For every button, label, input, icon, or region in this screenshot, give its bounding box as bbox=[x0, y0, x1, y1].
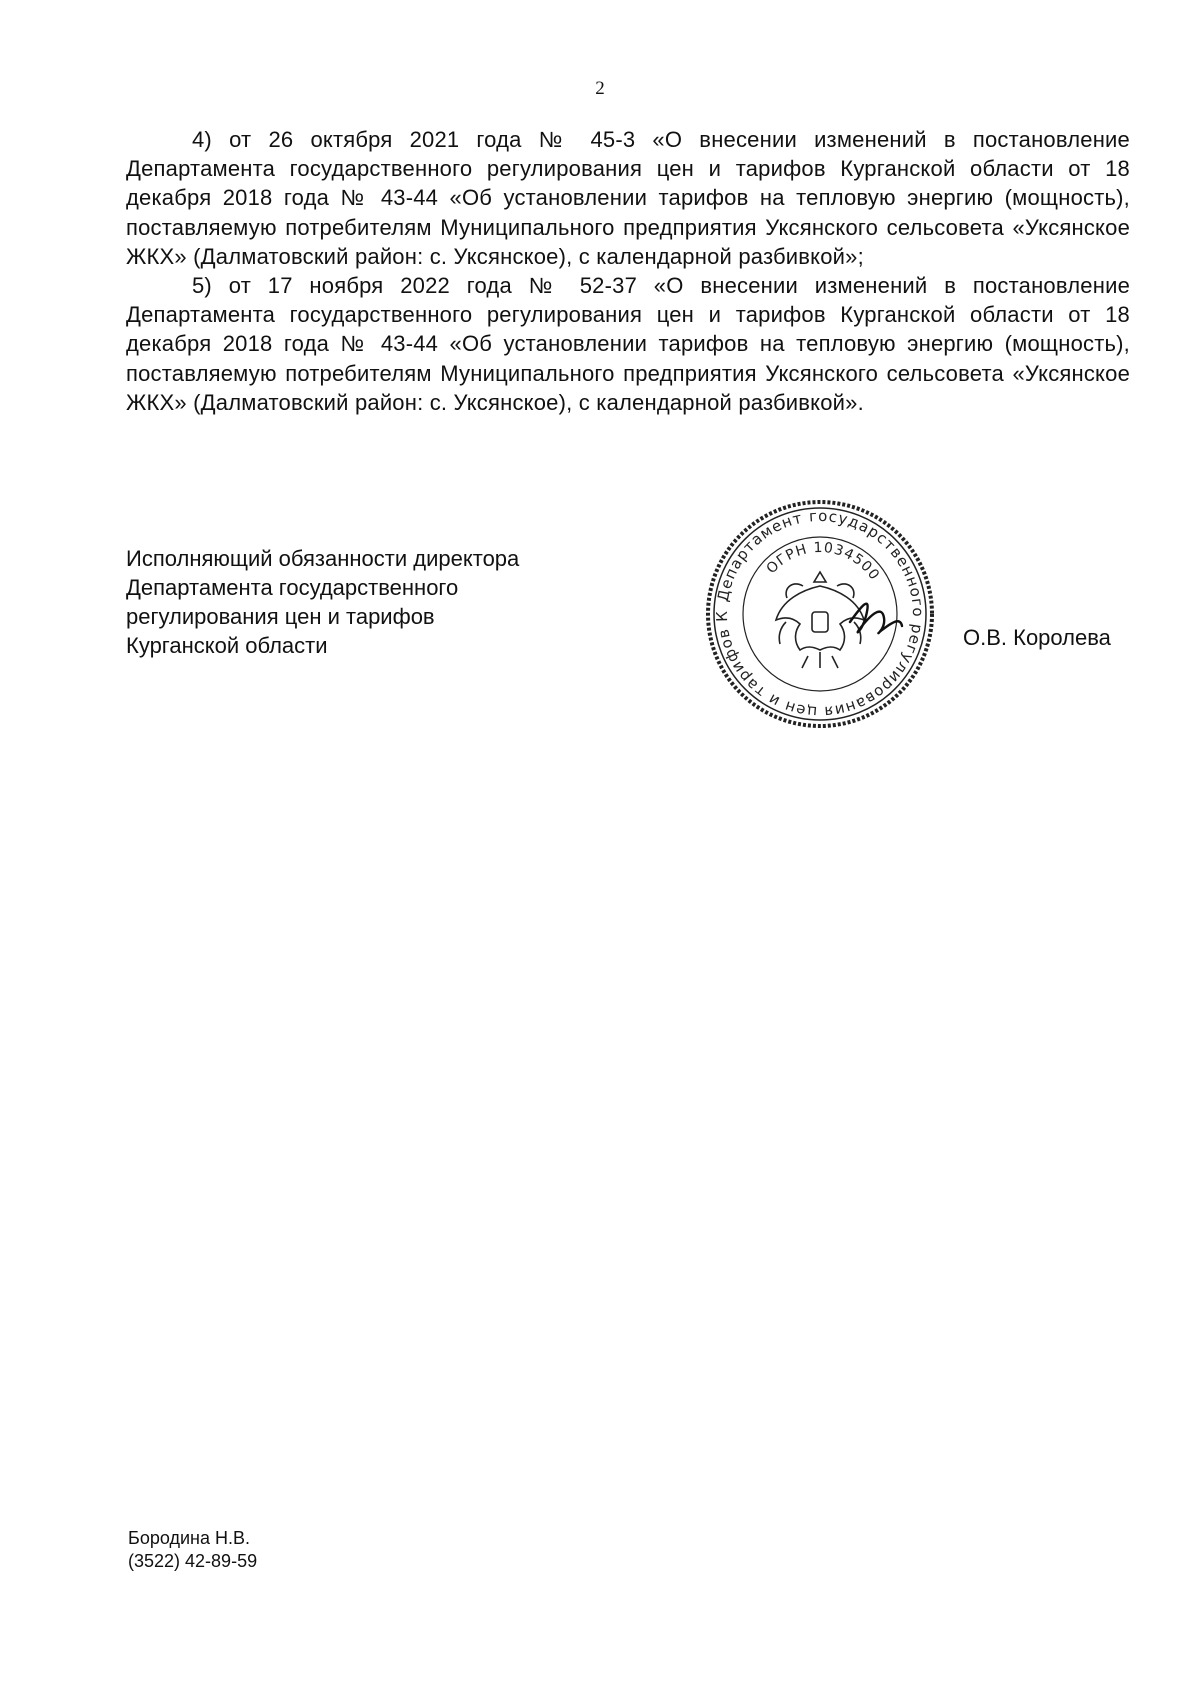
list-item-4: 4) от 26 октября 2021 года № 45-3 «О внесении изменений в постановление Департамента государственного регулирования цен и тарифов Курганской области от 18 декабря 2018 года № 43-44 «Об установлении тарифов на тепловую энергию (мощность), поставляемую потребителям Муниципального предприятия Уксянского сельсовета «Уксянское ЖКХ» (Далматовский район: с. Уксянское), с календарной разбивкой»; bbox=[126, 127, 1130, 269]
seal-inner-text: ОГРН 1034500 bbox=[763, 539, 883, 584]
seal-icon bbox=[700, 494, 940, 734]
executor-block bbox=[128, 1527, 257, 1573]
official-seal bbox=[700, 494, 940, 734]
page-number: 2 bbox=[595, 78, 605, 99]
seal-ring-text: Департамент государственного регулирования цен и тарифов К bbox=[712, 506, 928, 722]
position-line: Исполняющий обязанности директора bbox=[126, 546, 520, 571]
signer-name: О.В. Королева bbox=[963, 625, 1111, 650]
position-line: Департамента государственного bbox=[126, 575, 459, 600]
position-line: Курганской области bbox=[126, 633, 328, 658]
body-text bbox=[126, 125, 1130, 417]
executor-name: Бородина Н.В. bbox=[128, 1528, 250, 1548]
signature-position bbox=[126, 544, 519, 660]
list-item-5: 5) от 17 ноября 2022 года № 52-37 «О внесении изменений в постановление Департамента государственного регулирования цен и тарифов Курганской области от 18 декабря 2018 года № 43-44 «Об установлении тарифов на тепловую энергию (мощность), поставляемую потребителям Муниципального предприятия Уксянского сельсовета «Уксянское ЖКХ» (Далматовский район: с. Уксянское), с календарной разбивкой». bbox=[126, 273, 1130, 415]
position-line: регулирования цен и тарифов bbox=[126, 604, 435, 629]
executor-phone: (3522) 42-89-59 bbox=[128, 1551, 258, 1571]
